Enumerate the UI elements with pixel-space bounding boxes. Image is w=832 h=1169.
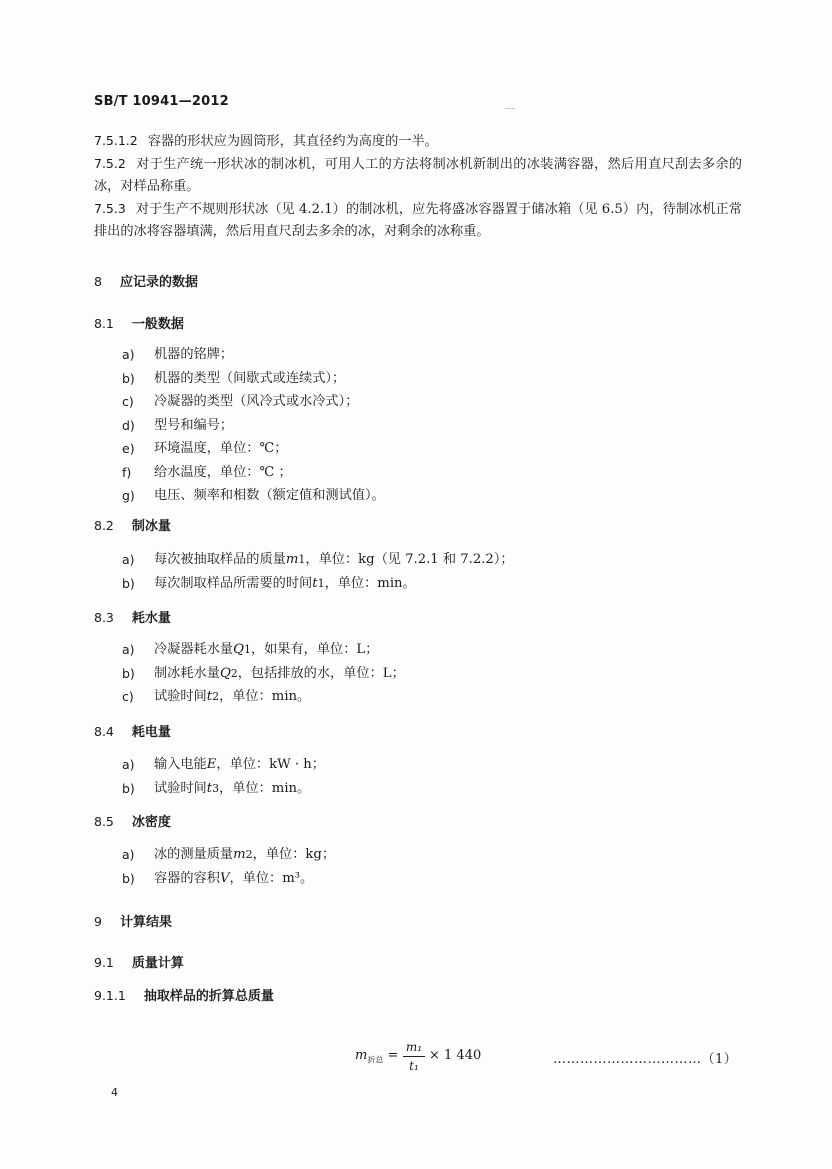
general-data-list	[122, 343, 385, 508]
list-item: b) 机器的类型（间歇式或连续式）；	[122, 370, 346, 386]
list-item: d) 型号和编号；	[122, 417, 234, 433]
clause-text: 对于生产不规则形状冰（见 4.2.1）的制冰机，应先将盛冰容器置于储冰箱（见 6.5）内，待制冰机正常排出的冰将容器填满，然后用直尺刮去多余的冰，对剩余的冰称重。	[94, 202, 742, 239]
clause-block	[94, 130, 742, 243]
list-item: b) 制冰耗水量 Q 2 ，包括排放的水，单位：L；	[122, 665, 405, 681]
section-8-3-heading	[94, 608, 171, 629]
fraction-denominator: t₁	[409, 1059, 419, 1073]
section-8-2-heading	[94, 516, 171, 537]
section-title: 应记录的数据	[119, 275, 198, 290]
section-title: 耗水量	[131, 611, 171, 626]
ice-output-list	[122, 548, 514, 595]
section-number: 9.1.1	[94, 988, 126, 1003]
list-item: e) 环境温度，单位：℃；	[122, 441, 288, 456]
section-number: 8.5	[94, 814, 114, 829]
formula-rhs: × 1 440	[429, 1048, 482, 1063]
ice-density-list	[122, 843, 335, 890]
section-8-4-heading	[94, 722, 171, 743]
page-number: 4	[111, 1086, 118, 1099]
section-number: 8.3	[94, 610, 114, 625]
list-item: c) 试验时间 t 2 ，单位：min。	[122, 689, 311, 704]
section-number: 9	[94, 914, 102, 929]
list-item: g) 电压、频率和相数（额定值和测试值）。	[122, 488, 385, 503]
section-9-1-heading	[94, 953, 184, 974]
list-item: b) 容器的容积 V ，单位：m³。	[122, 870, 314, 886]
section-8-heading	[94, 272, 198, 293]
section-number: 9.1	[94, 955, 114, 970]
standard-number-header: SB/T 10941—2012	[94, 94, 229, 109]
section-title: 制冰量	[131, 519, 171, 534]
section-number: 8.1	[94, 316, 114, 331]
section-9-1-1-heading	[94, 986, 274, 1007]
clause-text: 容器的形状应为圆筒形，其直径约为高度的一半。	[147, 134, 438, 149]
list-item: a) 冰的测量质量 m 2 ，单位：kg；	[122, 847, 336, 862]
section-title: 一般数据	[131, 317, 184, 332]
list-item: b) 试验时间 t 3 ，单位：min。	[122, 780, 311, 796]
section-title: 抽取样品的折算总质量	[143, 989, 274, 1004]
list-item: b) 每次制取样品所需要的时间 t 1 ，单位：min。	[122, 575, 416, 591]
clause-text: 对于生产统一形状冰的制冰机，可用人工的方法将制冰机新制出的冰装满容器，然后用直尺刮去多余的冰，对样品称重。	[94, 157, 742, 194]
fraction-bar	[403, 1056, 425, 1057]
section-number: 8.2	[94, 518, 114, 533]
list-item: a) 冷凝器耗水量 Q 1 ，如果有，单位：L；	[122, 642, 379, 657]
section-title: 耗电量	[131, 725, 171, 740]
equation-number: ……………………………（1）	[553, 1052, 738, 1067]
list-item: f) 给水温度，单位：℃ ；	[122, 464, 292, 480]
fraction-numerator: m₁	[405, 1040, 423, 1054]
water-consumption-list	[122, 638, 405, 709]
clause-7-5-3	[94, 198, 742, 243]
section-title: 冰密度	[131, 815, 171, 830]
header-mark	[505, 108, 515, 109]
formula-lhs: $m_{折总}$ =	[355, 1048, 399, 1065]
list-item: c) 冷凝器的类型（风冷式或水冷式）；	[122, 394, 359, 409]
clause-number: 7.5.1.2	[94, 133, 138, 148]
clause-7-5-2	[94, 153, 742, 198]
section-title: 计算结果	[119, 915, 172, 930]
section-9-heading	[94, 912, 172, 933]
list-item: a) 输入电能 E ，单位：kW · h；	[122, 757, 325, 772]
clause-number: 7.5.2	[94, 156, 126, 171]
clause-7-5-1-2	[94, 130, 742, 153]
power-consumption-list	[122, 753, 325, 800]
list-item: a) 每次被抽取样品的质量 m 1 ，单位：kg（见 7.2.1 和 7.2.2）；	[122, 552, 514, 567]
list-item: a) 机器的铭牌；	[122, 347, 234, 362]
section-8-1-heading	[94, 314, 184, 335]
section-number: 8.4	[94, 724, 114, 739]
section-number: 8	[94, 274, 102, 289]
section-8-5-heading	[94, 812, 171, 833]
clause-number: 7.5.3	[94, 201, 126, 216]
section-title: 质量计算	[131, 956, 184, 971]
formula-fraction	[403, 1040, 425, 1073]
